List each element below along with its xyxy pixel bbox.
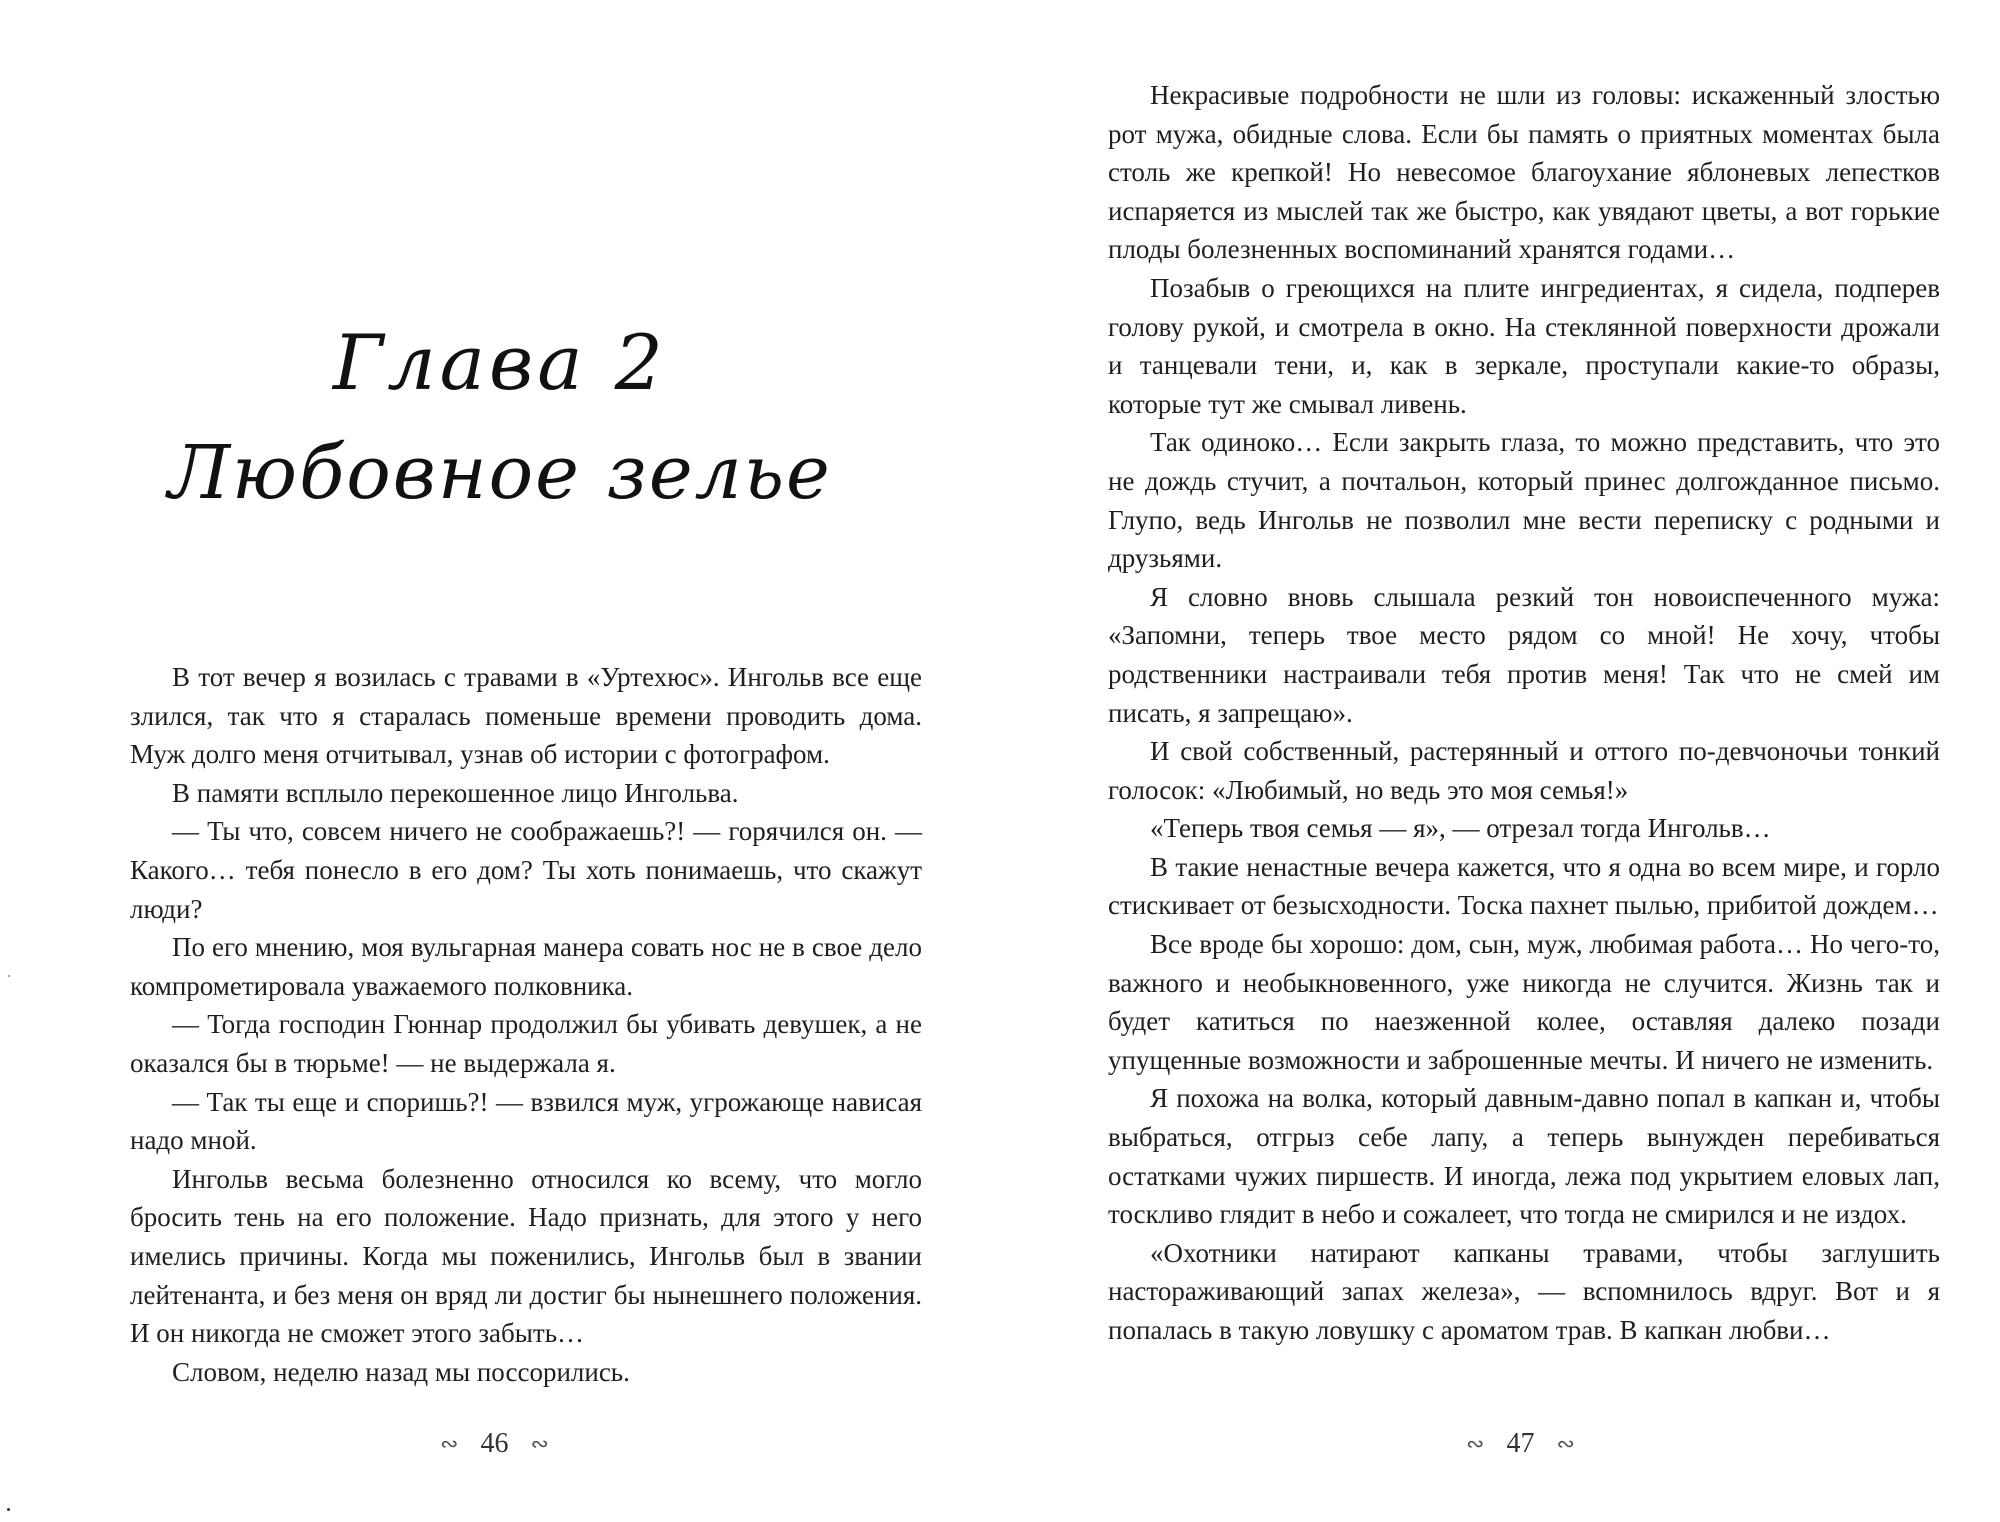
- ornament-left-icon: ∾: [1466, 1431, 1485, 1456]
- speck-mark: [7, 1508, 10, 1511]
- chapter-number: Глава 2: [332, 318, 668, 407]
- speck-mark: [8, 975, 10, 977]
- page-number: 46: [480, 1428, 509, 1459]
- page-number-right: [1466, 1428, 1575, 1460]
- paragraph: Все вроде бы хорошо: дом, сын, муж, любимая работа… Но чего-то, важного и необыкновенного, уже никогда не случится. Жизнь так и будет катиться по наезженной колее, оставляя далеко позади упущенные возможности и заброшенные мечты. И ничего не изменить.: [1108, 929, 1940, 1075]
- paragraph: «Охотники натирают капканы травами, чтобы заглушить настораживающий запах железа», — вспомнилось вдруг. Вот и я попалась в такую ловушку с ароматом трав. В капкан любви…: [1108, 1237, 1940, 1345]
- right-page-text: [1108, 76, 1940, 1350]
- page-number-left: [440, 1428, 549, 1460]
- paragraph: В памяти всплыло перекошенное лицо Ингольва.: [172, 777, 739, 808]
- paragraph: По его мнению, моя вульгарная манера совать нос не в свое дело компрометировала уважаемого полковника.: [130, 932, 922, 1001]
- paragraph: Я словно вновь слышала резкий тон новоиспеченного мужа: «Запомни, теперь твое место рядом со мной! Не хочу, чтобы родственники настраивали тебя против меня! Так что не смей им писать, я запрещаю».: [1108, 581, 1940, 728]
- paragraph: Словом, неделю назад мы поссорились.: [172, 1356, 630, 1387]
- paragraph: Ингольв весьма болезненно относился ко всему, что могло бросить тень на его положение. Надо признать, для этого у него имелись причины. Когда мы поженились, Ингольв был в звании лейтенанта, и без меня он вряд ли достиг бы нынешнего положения. И он никогда не сможет этого забыть…: [130, 1163, 922, 1349]
- right-page: [1000, 0, 2000, 1522]
- paragraph: — Тогда господин Гюннар продолжил бы убивать девушек, а не оказался бы в тюрьме! — не выдержала я.: [130, 1009, 922, 1078]
- ornament-right-icon: ∾: [530, 1431, 549, 1456]
- paragraph: В такие ненастные вечера кажется, что я одна во всем мире, и горло стискивает от безысходности. Тоска пахнет пылью, прибитой дождем…: [1108, 851, 1940, 921]
- chapter-title: Любовное зелье: [168, 430, 832, 516]
- paragraph: Так одиноко… Если закрыть глаза, то можно представить, что это не дождь стучит, а почтальон, который принес долгожданное письмо. Глупо, ведь Ингольв не позволил мне вести переписку с родными и друзьями.: [1108, 427, 1940, 574]
- paragraph: — Так ты еще и споришь?! — взвился муж, угрожающе нависая надо мной.: [130, 1086, 922, 1156]
- paragraph: Позабыв о греющихся на плите ингредиентах, я сидела, подперев голову рукой, и смотрела в окно. На стеклянной поверхности дрожали и танцевали тени, и, как в зеркале, проступали какие-то образы, которые тут же смывал ливень.: [1108, 272, 1940, 419]
- ornament-right-icon: ∾: [1556, 1431, 1575, 1456]
- left-page-text: [130, 658, 922, 1391]
- paragraph: — Ты что, совсем ничего не соображаешь?! — горячился он. — Какого… тебя понесло в его дом? Ты хоть понимаешь, что скажут люди?: [130, 816, 922, 924]
- ornament-left-icon: ∾: [440, 1431, 459, 1456]
- paragraph: Некрасивые подробности не шли из головы: искаженный злостью рот мужа, обидные слова. Если бы память о приятных моментах была столь же крепкой! Но невесомое благоухание яблоневых лепестков испаряется из мыслей так же быстро, как увядают цветы, а вот горькие плоды болезненных воспоминаний хранятся годами…: [1108, 80, 1940, 265]
- paragraph: «Теперь твоя семья — я», — отрезал тогда Ингольв…: [1150, 813, 1771, 844]
- paragraph: В тот вечер я возилась с травами в «Уртехюс». Ингольв все еще злился, так что я старалась поменьше времени проводить дома. Муж долго меня отчитывал, узнав об истории с фотографом.: [130, 662, 922, 770]
- paragraph: Я похожа на волка, который давным-давно попал в капкан и, чтобы выбраться, отгрыз себе лапу, а теперь вынужден перебиваться остатками чужих пиршеств. И иногда, лежа под укрытием еловых лап, тоскливо глядит в небо и сожалеет, что тогда не смирился и не издох.: [1108, 1083, 1940, 1230]
- paragraph: И свой собственный, растерянный и оттого по-девчоночьи тонкий голосок: «Любимый, но ведь это моя семья!»: [1108, 736, 1940, 805]
- page-number: 47: [1506, 1428, 1535, 1459]
